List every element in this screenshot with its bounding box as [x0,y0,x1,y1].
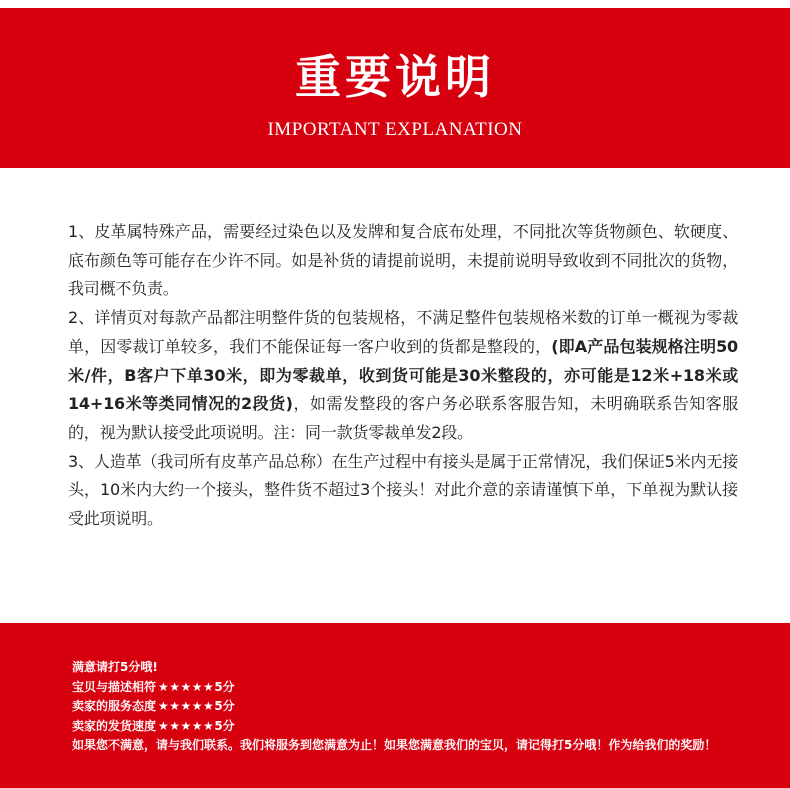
rating-row [72,697,716,717]
rating-score: 5分 [214,679,235,694]
rating-label: 卖家的服务态度 [72,699,157,714]
rating-lines [72,658,716,756]
page-subtitle: IMPORTANT EXPLANATION [267,119,523,140]
rating-row [72,717,716,737]
note-item-2 [68,304,738,448]
note-item-1: 1、皮革属特殊产品，需要经过染色以及发牌和复合底布处理，不同批次等货物颜色、软硬度、底布颜色等可能存在少许不同。如是补货的请提前说明，未提前说明导致收到不同批次的货物，我司概不负责。 [68,222,738,299]
note-item-2-outro: ，如需发整段的客户务必联系客服告知，未明确联系告知客服的，视为默认接受此项说明。注：同一款货零裁单发2段。 [68,394,739,442]
page-title: 重要说明 [295,50,495,104]
closing-message: 如果您不满意，请与我们联系。我们将服务到您满意为止！如果您满意我们的宝贝，请记得打5分哦！作为给我们的奖励！ [72,738,717,753]
explanation-text [68,218,738,534]
rating-label: 卖家的发货速度 [72,718,157,733]
rating-score: 5分 [214,699,235,714]
rating-score: 5分 [214,718,235,733]
rating-title: 满意请打5分哦! [72,660,158,674]
star-icons: ★★★★★ [158,718,215,733]
rating-row [72,678,716,698]
note-item-2-example: (即A产品包装规格注明50米/件，B客户下单30米，即为零裁单，收到货可能是30米整段的，亦可能是12米+18米或14+16米等类同情况的2段货) [68,336,738,414]
rating-label: 宝贝与描述相符 [72,679,157,694]
header-banner [0,8,790,168]
star-icons: ★★★★★ [158,679,215,694]
note-item-2-intro: 2、详情页对每款产品都注明整件货的包装规格，不满足整件包装规格米数的订单一概视为零裁单，因零裁订单较多，我们不能保证每一客户收到的货都是整段的， [68,308,738,356]
note-item-3: 3、人造革（我司所有皮革产品总称）在生产过程中有接头是属于正常情况，我们保证5米内无接头，10米内大约一个接头，整件货不超过3个接头！对此介意的亲请谨慎下单，下单视为默认接受此项说明。 [68,451,738,529]
rating-banner [0,623,790,788]
star-icons: ★★★★★ [158,699,215,714]
